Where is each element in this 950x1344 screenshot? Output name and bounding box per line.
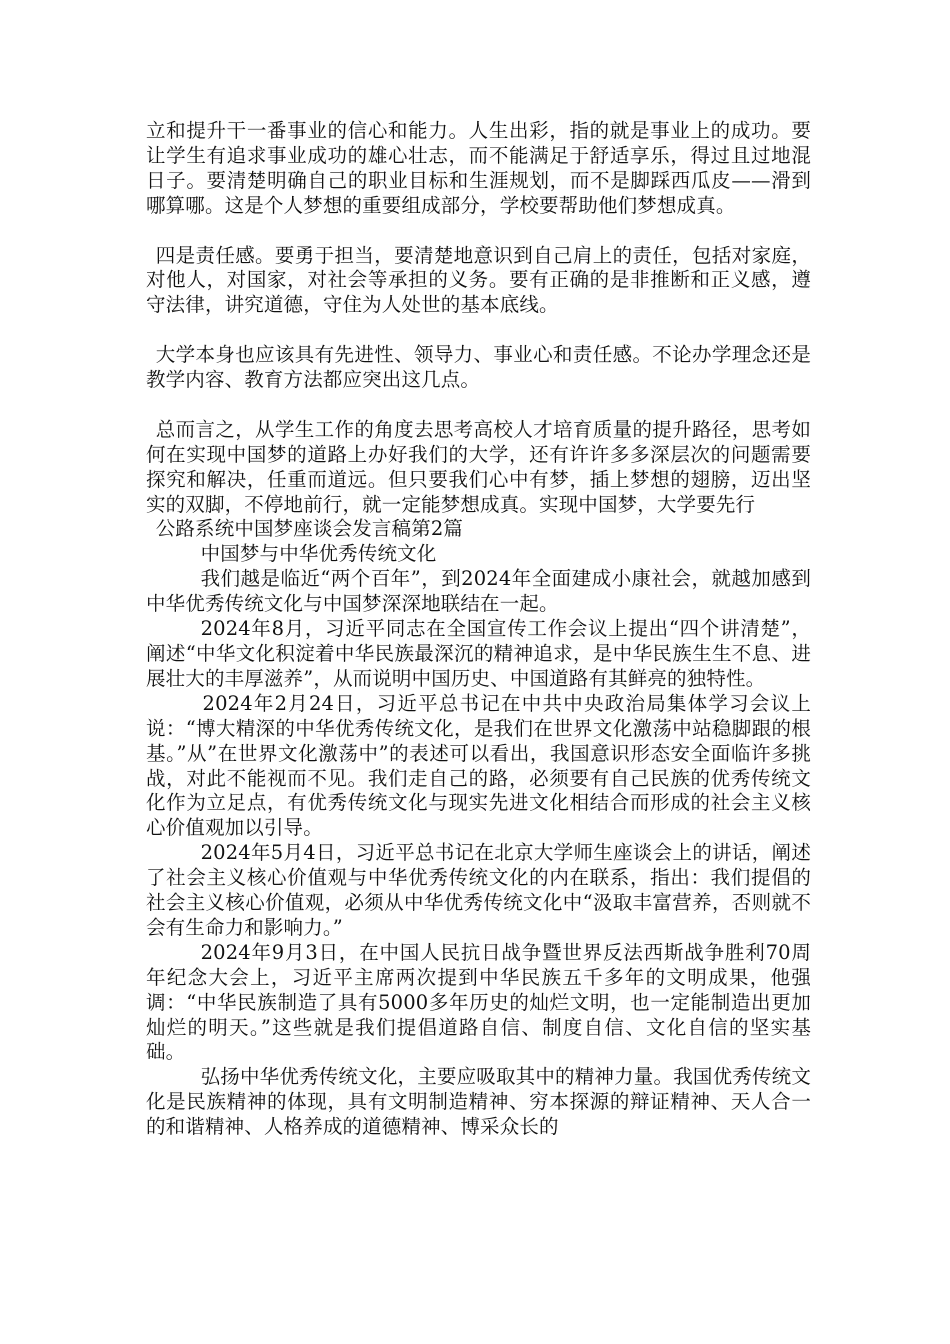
- body-paragraph: 大学本身也应该具有先进性、领导力、事业心和责任感。不论办学理念还是教学内容、教育方法都应突出这几点。: [146, 343, 811, 392]
- section-subtitle: 中国梦与中华优秀传统文化: [200, 542, 437, 566]
- paragraph-gap: [146, 393, 811, 418]
- section-heading: 公路系统中国梦座谈会发言稿第2篇: [155, 517, 464, 541]
- body-paragraph: 2024年8月，习近平同志在全国宣传工作会议上提出“四个讲清楚”，阐述“中华文化积淀着中华民族最深沉的精神追求，是中华民族生生不息、进展壮大的丰厚滋养”，从而说明中国历史、中国道路有其鲜亮的独特性。: [146, 617, 811, 690]
- body-paragraph: 弘扬中华优秀传统文化，主要应吸取其中的精神力量。我国优秀传统文化是民族精神的体现，具有文明制造精神、穷本探源的辩证精神、天人合一的和谐精神、人格养成的道德精神、博采众长的: [146, 1065, 811, 1139]
- body-paragraph: 四是责任感。要勇于担当，要清楚地意识到自己肩上的责任，包括对家庭，对他人，对国家，对社会等承担的义务。要有正确的是非推断和正义感，遵守法律，讲究道德，守住为人处世的基本底线。: [146, 243, 811, 317]
- paragraph-gap: [146, 318, 811, 343]
- document-page: [146, 119, 811, 1140]
- paragraph-gap: [146, 219, 811, 244]
- body-paragraph: 总而言之，从学生工作的角度去思考高校人才培育质量的提升路径，思考如何在实现中国梦的道路上办好我们的大学，还有许许多多深层次的问题需要探究和解决，任重而道远。但只要我们心中有梦，插上梦想的翅膀，迈出坚实的双脚，不停地前行，就一定能梦想成真。实现中国梦，大学要先行: [146, 417, 811, 516]
- body-paragraph: 我们越是临近“两个百年”，到2024年全面建成小康社会，就越加感到中华优秀传统文化与中国梦深深地联结在一起。: [146, 567, 811, 616]
- body-paragraph: 2024年9月3日，在中国人民抗日战争暨世界反法西斯战争胜利70周年纪念大会上，习近平主席两次提到中华民族五千多年的文明成果，他强调：“中华民族制造了具有5000多年历史的灿烂文明，也一定能制造出更加灿烂的明天。”这些就是我们提倡道路自信、制度自信、文化自信的坚实基础。: [146, 940, 811, 1064]
- body-paragraph: 2024年2月24日，习近平总书记在中共中央政治局集体学习会议上说：“博大精深的中华优秀传统文化，是我们在世界文化激荡中站稳脚跟的根基。”从”在世界文化激荡中”的表述可以看出，我国意识形态安全面临许多挑战，对此不能视而不见。我们走自己的路，必须要有自己民族的优秀传统文化作为立足点，有优秀传统文化与现实先进文化相结合而形成的社会主义核心价值观加以引导。: [146, 691, 811, 840]
- body-paragraph: 立和提升干一番事业的信心和能力。人生出彩，指的就是事业上的成功。要让学生有追求事业成功的雄心壮志，而不能满足于舒适享乐，得过且过地混日子。要清楚明确自己的职业目标和生涯规划，而不是脚踩西瓜皮——滑到哪算哪。这是个人梦想的重要组成部分，学校要帮助他们梦想成真。: [146, 119, 811, 217]
- body-paragraph: 2024年5月4日，习近平总书记在北京大学师生座谈会上的讲话，阐述了社会主义核心价值观与中华优秀传统文化的内在联系，指出：我们提倡的社会主义核心价值观，必须从中华优秀传统文化中“汲取丰富营养，否则就不会有生命力和影响力。”: [146, 841, 811, 939]
